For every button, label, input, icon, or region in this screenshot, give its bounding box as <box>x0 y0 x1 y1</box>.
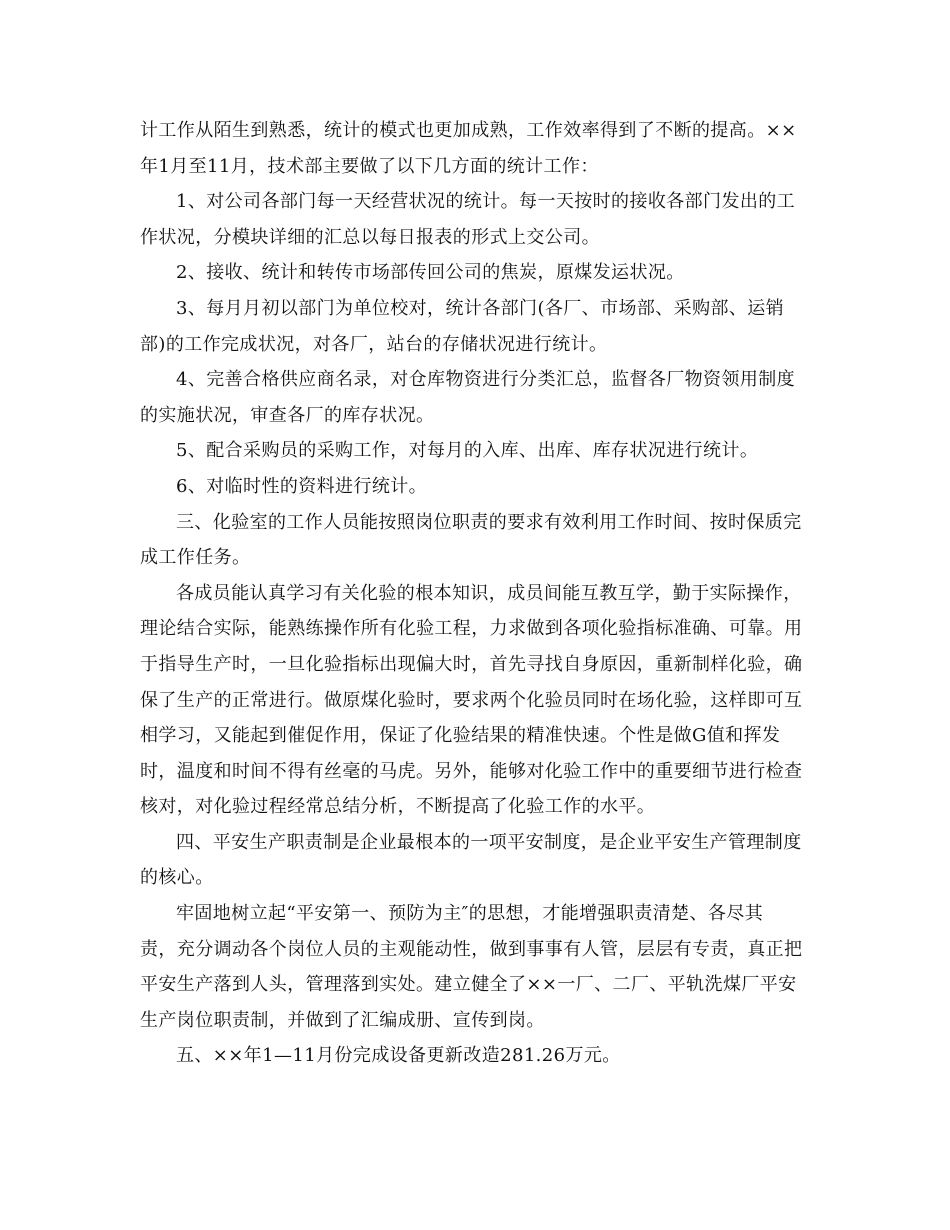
text-line: 的核心。 <box>140 867 214 889</box>
paragraph-stat-item-4 <box>140 362 814 433</box>
text-line: 成工作任务。 <box>140 547 251 569</box>
paragraph-lab-details <box>140 576 814 825</box>
text-line: 相学习，又能起到催促作用，保证了化验结果的精准快速。个性是做G值和挥发 <box>140 725 781 747</box>
text-line: 4、完善合格供应商名录，对仓库物资进行分类汇总，监督各厂物资领用制度 <box>176 369 796 391</box>
text-line: 6、对临时性的资料进行统计。 <box>176 475 428 497</box>
paragraph-stat-item-1 <box>140 184 814 255</box>
text-line: 作状况，分模块详细的汇总以每日报表的形式上交公司。 <box>140 226 600 248</box>
text-line: 各成员能认真学习有关化验的根本知识，成员间能互教互学，勤于实际操作， <box>176 582 802 604</box>
document-body <box>140 113 814 1074</box>
text-line: 计工作从陌生到熟悉，统计的模式也更加成熟，工作效率得到了不断的提高。×× <box>140 120 797 141</box>
text-line: 年1月至11月，技术部主要做了以下几方面的统计工作： <box>140 155 599 177</box>
text-line: 核对，对化验过程经常总结分析，不断提高了化验工作的水平。 <box>140 796 656 818</box>
text-line: 四、平安生产职责制是企业最根本的一项平安制度，是企业平安生产管理制度 <box>176 831 802 853</box>
paragraph-stat-item-6 <box>140 469 814 505</box>
text-line: 3、每月月初以部门为单位校对，统计各部门(各厂、市场部、采购部、运销 <box>176 297 785 319</box>
paragraph-stat-item-3 <box>140 291 814 362</box>
text-line: 保了生产的正常进行。做原煤化验时，要求两个化验员同时在场化验，这样即可互 <box>140 689 803 711</box>
text-line: 五、××年1—11月份完成设备更新改造281.26万元。 <box>176 1045 621 1067</box>
text-line: 于指导生产时，一旦化验指标出现偏大时，首先寻找自身原因，重新制样化验，确 <box>140 653 803 675</box>
text-line: 2、接收、统计和转传市场部传回公司的焦炭，原煤发运状况。 <box>176 262 685 284</box>
paragraph-section-5 <box>140 1038 814 1074</box>
paragraph-stat-item-5 <box>140 433 814 469</box>
text-line: 时，温度和时间不得有丝毫的马虎。另外，能够对化验工作中的重要细节进行检查 <box>140 760 803 782</box>
paragraph-safety-details <box>140 896 814 1038</box>
text-line: 理论结合实际，能熟练操作所有化验工程，力求做到各项化验指标准确、可靠。用 <box>140 618 803 640</box>
paragraph-section-3 <box>140 505 814 576</box>
paragraph-1 <box>140 113 814 184</box>
text-line: 平安生产落到人头，管理落到实处。建立健全了××一厂、二厂、平轨洗煤厂平安 <box>140 974 797 996</box>
text-line: 1、对公司各部门每一天经营状况的统计。每一天按时的接收各部门发出的工 <box>176 191 796 213</box>
text-line: 部)的工作完成状况，对各厂，站台的存储状况进行统计。 <box>140 333 608 355</box>
paragraph-section-4 <box>140 825 814 896</box>
text-line: 责，充分调动各个岗位人员的主观能动性，做到事事有人管，层层有专责，真正把 <box>140 938 803 960</box>
text-line: 的实施状况，审查各厂的库存状况。 <box>140 404 435 426</box>
text-line: 生产岗位职责制，并做到了汇编成册、宣传到岗。 <box>140 1009 545 1031</box>
text-line: 牢固地树立起“平安第一、预防为主″的思想，才能增强职责清楚、各尽其 <box>176 903 764 925</box>
text-line: 三、化验室的工作人员能按照岗位职责的要求有效利用工作时间、按时保质完 <box>176 511 802 533</box>
text-line: 5、配合采购员的采购工作，对每月的入库、出库、库存状况进行统计。 <box>176 440 759 462</box>
paragraph-stat-item-2 <box>140 255 814 291</box>
